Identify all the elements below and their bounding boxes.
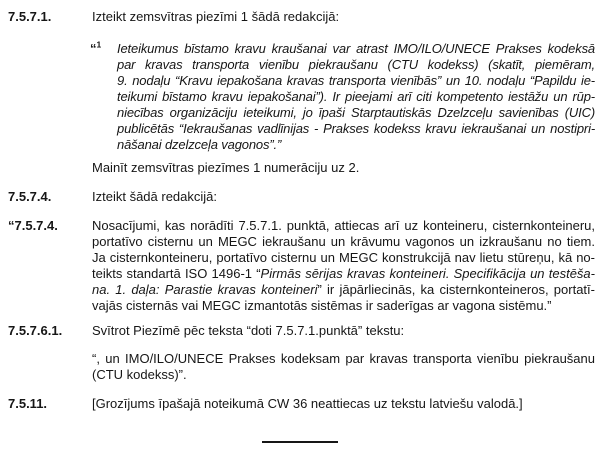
quoted-section-number: “7.5.7.4.: [8, 218, 58, 233]
footnote-text: [117, 41, 595, 153]
section-instruction: [Grozījums īpašajā noteikumā CW 36 neattiecas uz tekstu latviešu valodā.]: [92, 396, 523, 411]
footnote-line: teikumi bīstamo kravu iepakošanai”). Ir pieejami arī citi kompetento iestāžu un rūp-: [117, 89, 595, 104]
section-instruction: Svītrot Piezīmē pēc teksta “doti 7.5.7.1.punktā” tekstu:: [92, 323, 405, 338]
section-number: 7.5.11.: [8, 396, 48, 411]
section-divider: [262, 441, 338, 443]
paragraph-line: teikts standartā ISO 1496-1 “Pirmās sērijas kravas konteineri. Specifikācija un testēša-: [92, 266, 595, 281]
paragraph-line: vajās cisternās vai MEGC izmantotās sistēmas ir saderīgas ar vagona sistēmu.”: [92, 298, 552, 313]
section-number: 7.5.7.1.: [8, 9, 52, 24]
footnote-line: Ieteikumus bīstamo kravu kraušanai var atrast IMO/ILO/UNECE Prakses kodeksā: [117, 41, 595, 56]
quoted-paragraph-text: [92, 218, 595, 314]
footnote-line: 9. nodaļu “Kravu iepakošana kravas transporta vienībās” un 10. nodaļu “Papildu ie-: [117, 73, 595, 88]
paragraph-line: na. 1. daļa: Parastie kravas konteineri” ir jāpārliecinās, ka cisternkonteineros, portatī-: [92, 282, 595, 297]
footnote-line: niecības organizāciju ieteikumi, jo īpaši Starptautiskās Dzelzceļu savienības (UIC): [117, 105, 595, 120]
paragraph-line: (CTU kodekss)”.: [92, 367, 187, 382]
section-number: 7.5.7.4.: [8, 189, 52, 204]
footnote-line: par kravas transporta vienību piekraušanu (CTU kodekss) (skatīt, piemēram,: [117, 57, 595, 72]
footnote-line: publicētās “Iekraušanas vadlīnijas - Prakses kodekss kravu iekraušanai un nostipri-: [117, 121, 595, 136]
renumber-note: Mainīt zemsvītras piezīmes 1 numerāciju uz 2.: [92, 160, 360, 175]
paragraph-line: portatīvo cisternu un MEGC iekraušanu un krāvumu vagonos un izkraušanu no tiem.: [92, 234, 595, 249]
footnote-marker: [90, 41, 101, 57]
section-number: 7.5.7.6.1.: [8, 323, 63, 338]
paragraph-line: Nosacījumi, kas norādīti 7.5.7.1. punktā, attiecas arī uz konteineru, cisternkonteineru,: [92, 218, 595, 233]
paragraph-line: “, un IMO/ILO/UNECE Prakses kodeksam par kravas transporta vienību piekraušanu: [92, 351, 595, 366]
footnote-open-quote: “: [90, 41, 97, 56]
paragraph-line: Ja cisternkonteineru, portatīvo cisternu un MEGC konstrukcijā nav lietu stūreņu, kā no-: [92, 250, 595, 265]
footnote-number: 1: [96, 39, 102, 50]
section-instruction: Izteikt šādā redakcijā:: [92, 189, 218, 204]
quoted-paragraph-text: [92, 351, 595, 383]
footnote-line: nāšanai dzelzceļa vagonos”.”: [117, 137, 282, 152]
section-instruction: Izteikt zemsvītras piezīmi 1 šādā redakcijā:: [92, 9, 340, 24]
